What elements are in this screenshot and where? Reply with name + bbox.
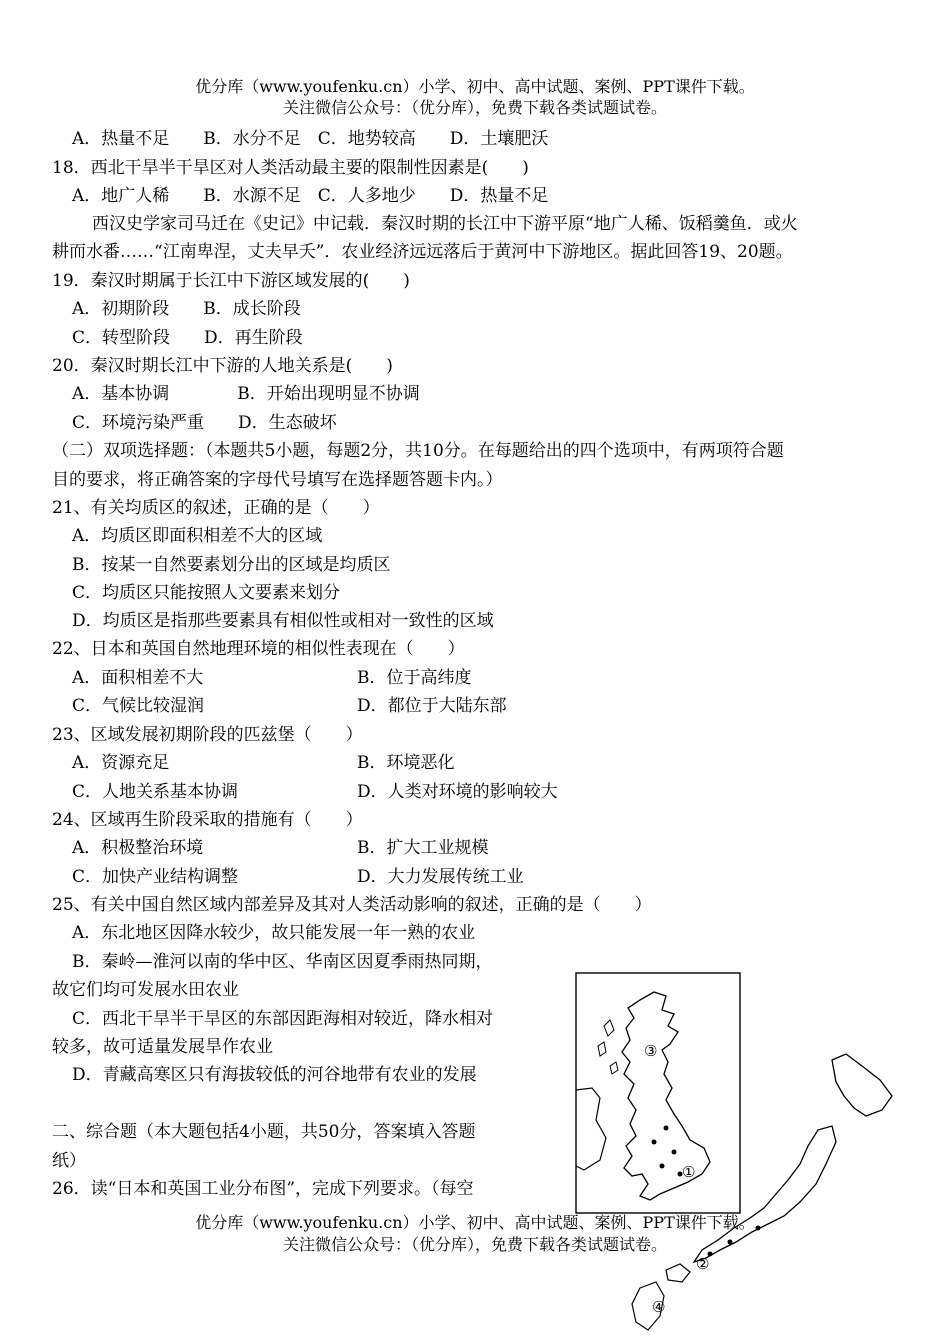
q19-options-row-1: A．初期阶段 B．成长阶段 [72,299,301,319]
q17-options: A．热量不足 B．水分不足 C．地势较高 D．土壤肥沃 [72,129,549,149]
q20-stem: 20．秦汉时期长江中下游的人地关系是( ) [52,356,393,376]
q22-option-c: C．气候比较湿润 [72,696,205,716]
footer-line-1: 优分库（www.youfenku.cn）小学、初中、高中试题、案例、PPT课件下载。 [195,1213,755,1232]
q23-option-b: B．环境恶化 [357,753,455,773]
map-label-1: ① [682,1163,696,1181]
hokkaido-outline [832,1054,892,1116]
q25-stem: 25、有关中国自然区域内部差异及其对人类活动影响的叙述，正确的是（ ） [52,895,652,915]
q25-option-c-line-2: 较多，故可适量发展旱作农业 [52,1037,273,1057]
q22-option-d: D．都位于大陆东部 [357,696,507,716]
header-line-1: 优分库（www.youfenku.cn）小学、初中、高中试题、案例、PPT课件下载。 [195,77,755,96]
shikoku-outline [666,1264,690,1282]
island-outline [610,1062,618,1074]
section-2-instructions-line-1: （二）双项选择题：（本题共5小题，每题2分，共10分。在每题给出的四个选项中，有两项符合题 [52,441,784,461]
q21-option-c: C．均质区只能按照人文要素来划分 [72,583,341,603]
q22-stem: 22、日本和英国自然地理环境的相似性表现在（ ） [52,639,465,659]
q22-option-a: A．面积相差不大 [72,668,204,688]
q24-option-d: D．大力发展传统工业 [357,867,524,887]
q20-options-row-1: A．基本协调 B．开始出现明显不协调 [72,384,420,404]
industry-dot [664,1126,669,1131]
q18-options: A．地广人稀 B．水源不足 C．人多地少 D．热量不足 [72,186,549,206]
map-label-2: ② [696,1255,710,1273]
footer-line-2: 关注微信公众号：（优分库），免费下载各类试题试卷。 [282,1235,667,1254]
q26-stem: 26．读“日本和英国工业分布图”，完成下列要求。（每空 [52,1179,474,1199]
q22-option-b: B．位于高纬度 [357,668,472,688]
q23-option-d: D．人类对环境的影响较大 [357,782,558,802]
industry-dot [660,1164,665,1169]
q25-option-d: D．青藏高寒区只有海拔较低的河谷地带有农业的发展 [72,1065,477,1085]
q25-option-b-line-2: 故它们均可发展水田农业 [52,980,239,1000]
industry-dot [652,1140,657,1145]
q24-option-c: C．加快产业结构调整 [72,867,239,887]
q25-option-a: A．东北地区因降水较少，故只能发展一年一熟的农业 [72,923,476,943]
island-outline [598,1042,606,1056]
passage-line-2: 耕而水番……“江南卑涅，丈夫早夭”．农业经济远远落后于黄河中下游地区。据此回答19、20题。 [52,242,793,262]
part-2-heading-line-1: 二、综合题（本大题包括4小题，共50分，答案填入答题 [52,1122,476,1142]
q23-stem: 23、区域发展初期阶段的匹兹堡（ ） [52,725,363,745]
ireland-outline [576,1088,606,1170]
q21-option-d: D．均质区是指那些要素具有相似性或相对一致性的区域 [72,611,494,631]
q25-option-c-line-1: C．西北干旱半干旱区的东部因距海相对较近，降水相对 [72,1009,494,1029]
q21-stem: 21、有关均质区的叙述，正确的是（ ） [52,498,380,518]
part-2-heading-line-2: 纸） [52,1151,86,1171]
island-outline [604,1020,614,1036]
map-label-4: ④ [652,1298,666,1316]
q24-option-a: A．积极整治环境 [72,838,204,858]
q24-option-b: B．扩大工业规模 [357,838,489,858]
q21-option-b: B．按某一自然要素划分出的区域是均质区 [72,555,391,575]
industry-dot [672,1150,677,1155]
q23-option-a: A．资源充足 [72,753,170,773]
q23-option-c: C．人地关系基本协调 [72,782,239,802]
q18-stem: 18．西北干旱半干旱区对人类活动最主要的限制性因素是( ) [52,158,529,178]
q19-options-row-2: C．转型阶段 D．再生阶段 [72,328,303,348]
great-britain-outline [622,992,710,1200]
section-2-instructions-line-2: 目的要求，将正确答案的字母代号填写在选择题答题卡内。） [52,470,503,490]
map-label-3: ③ [644,1042,658,1060]
header-line-2: 关注微信公众号：（优分库），免费下载各类试题试卷。 [282,98,667,117]
q20-options-row-2: C．环境污染严重 D．生态破坏 [72,413,337,433]
q24-stem: 24、区域再生阶段采取的措施有（ ） [52,810,363,830]
uk-japan-industry-map [570,970,910,1342]
uk-inset-frame [576,973,740,1213]
passage-line-1: 西汉史学家司马迁在《史记》中记载．秦汉时期的长江中下游平原“地广人稀、饭稻羹鱼．或火 [92,214,798,234]
q19-stem: 19．秦汉时期属于长江中下游区域发展的( ) [52,271,410,291]
q21-option-a: A．均质区即面积相差不大的区域 [72,526,323,546]
q25-option-b-line-1: B．秦岭—淮河以南的华中区、华南区因夏季雨热同期， [72,952,493,972]
